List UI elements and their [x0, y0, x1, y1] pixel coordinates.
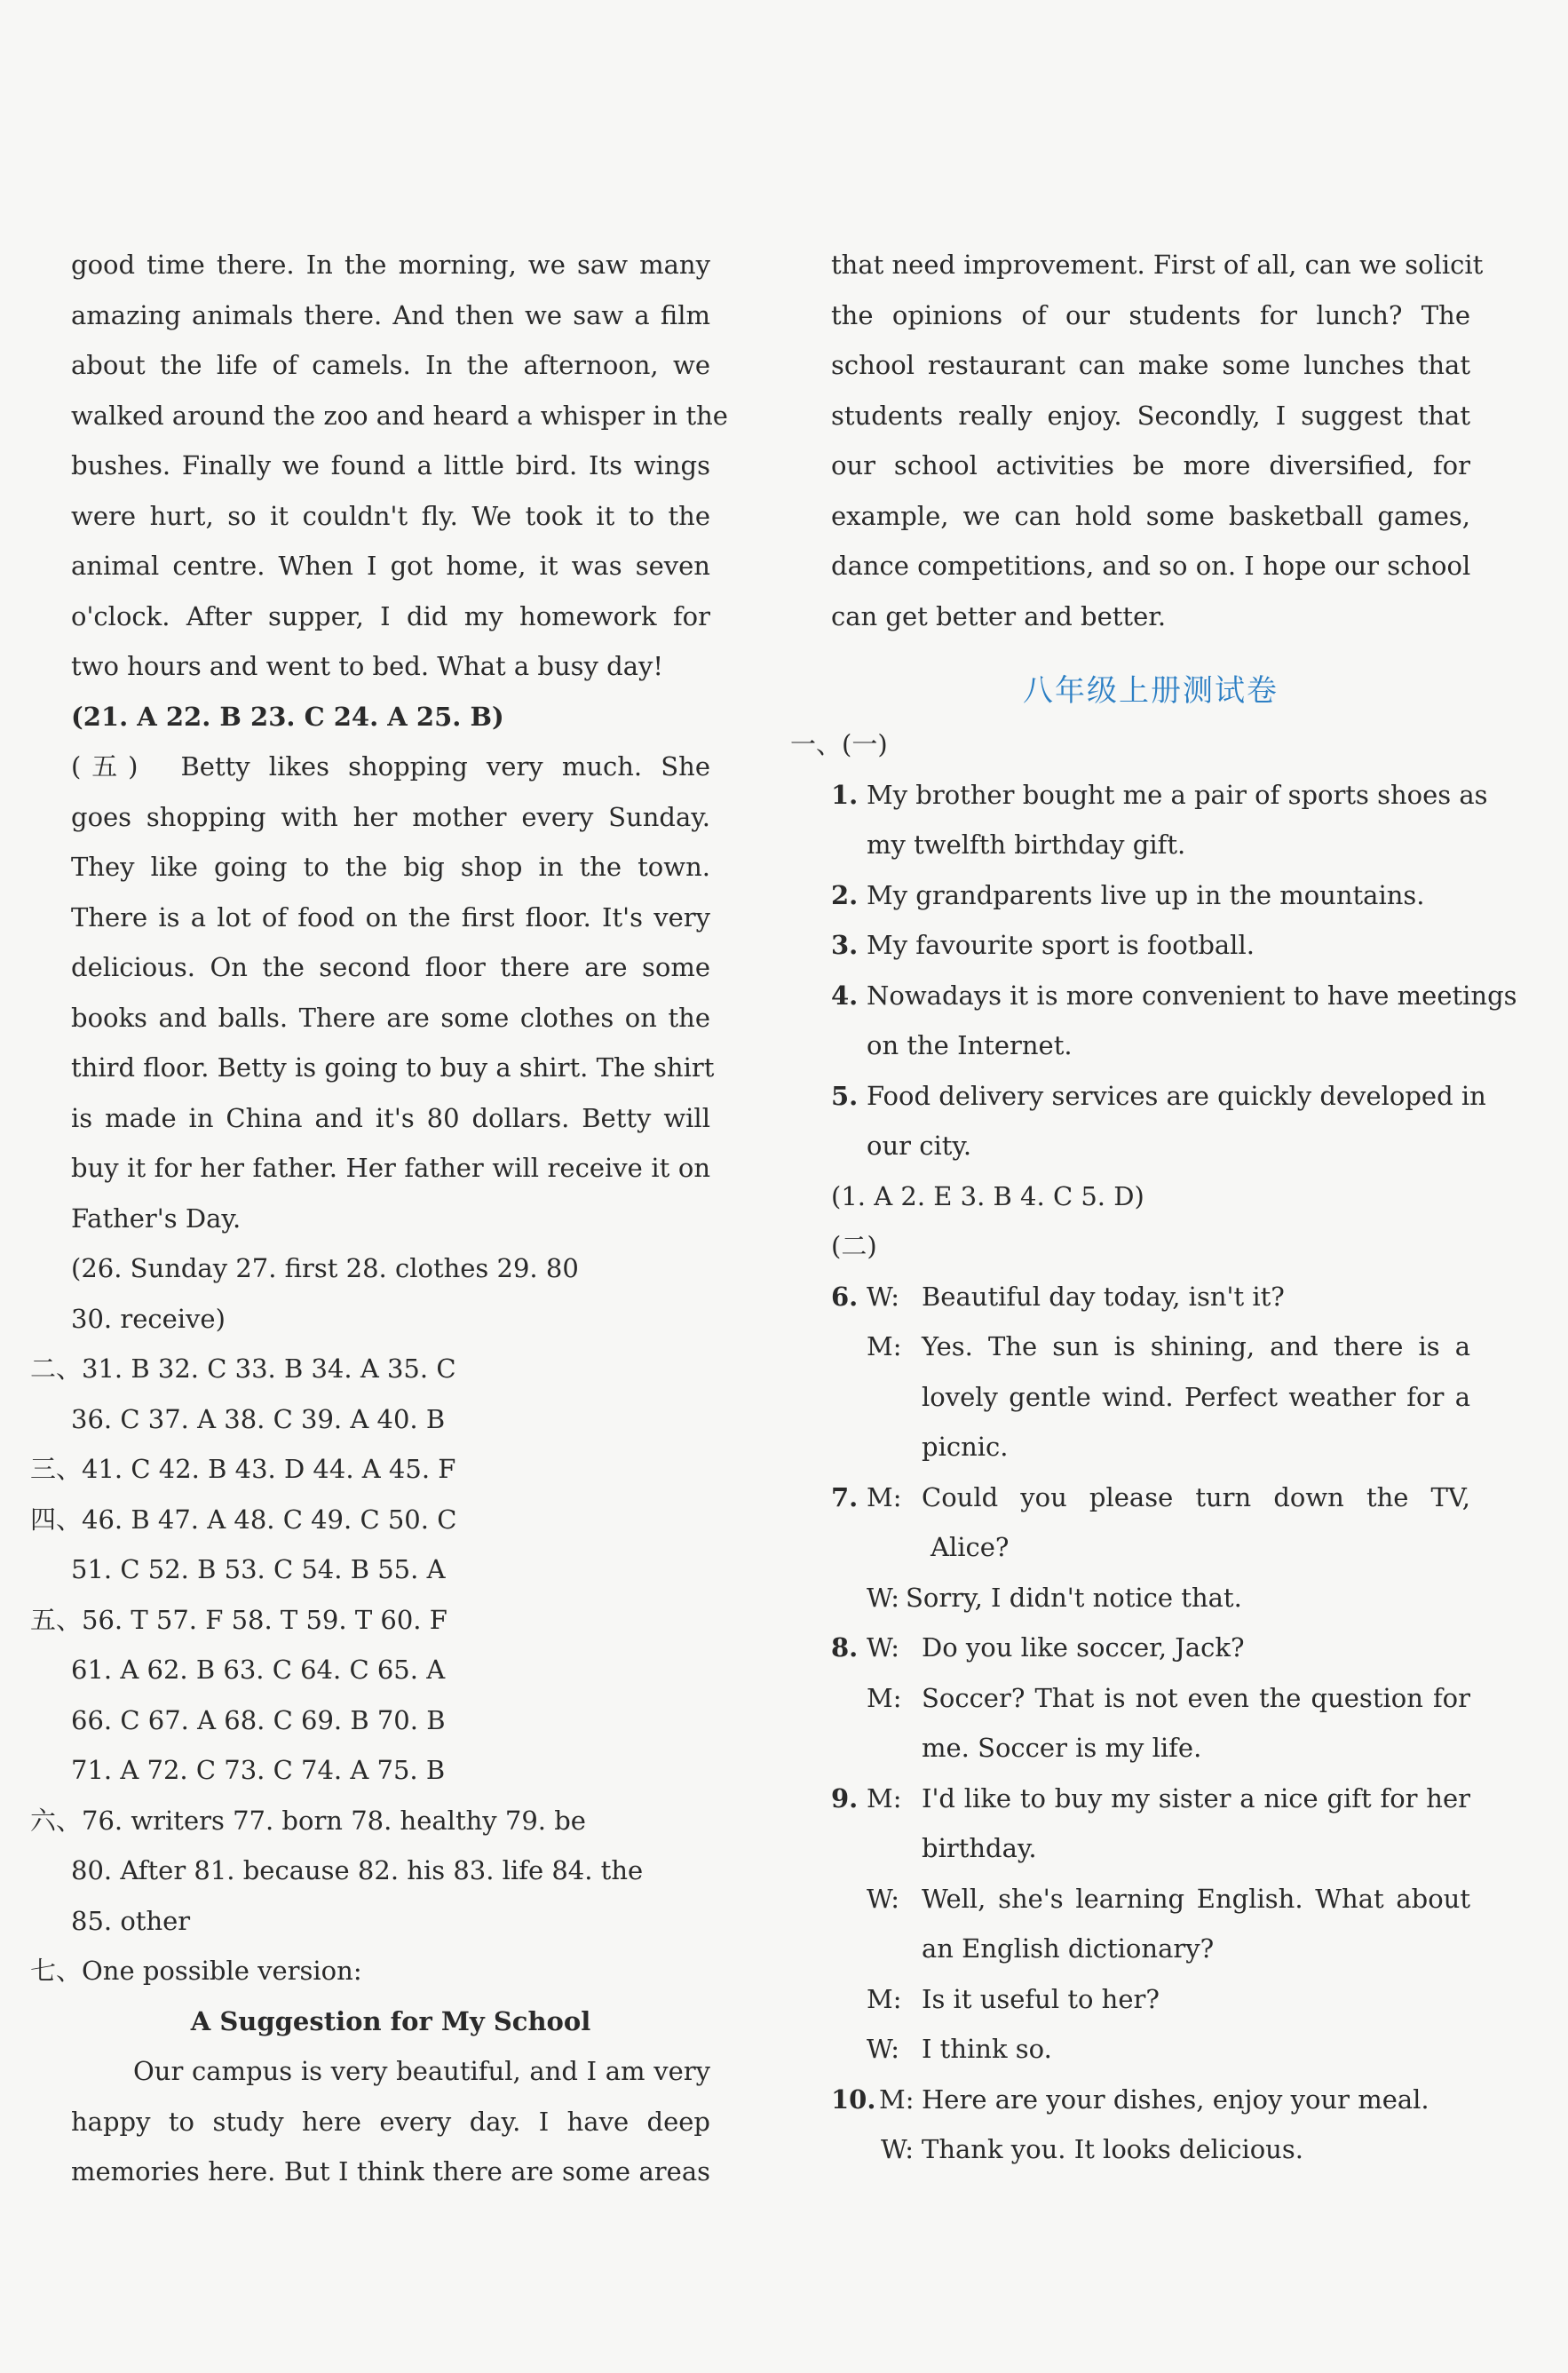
text-line: walked around the zoo and heard a whisper in the: [71, 400, 728, 431]
speaker: W:: [867, 1582, 900, 1613]
item-number: 8.: [831, 1632, 859, 1663]
item-number: 5.: [831, 1080, 859, 1111]
answer-line: 36. C 37. A 38. C 39. A 40. B: [71, 1403, 446, 1434]
answer-line: 61. A 62. B 63. C 64. C 65. A: [71, 1655, 446, 1685]
item-number: 7.: [831, 1481, 859, 1512]
answer-line: 五、56. T 57. F 58. T 59. T 60. F: [30, 1604, 447, 1635]
speaker: W:: [867, 1632, 900, 1663]
answer-line: 85. other: [71, 1905, 191, 1936]
answer-line: 三、41. C 42. B 43. D 44. A 45. F: [30, 1454, 456, 1484]
dialog-text: Do you like soccer, Jack?: [922, 1632, 1245, 1663]
list-item: [831, 770, 1488, 821]
item-text: My favourite sport is football.: [867, 930, 1255, 960]
text-line: goes shopping with her mother every Sunday.: [71, 801, 710, 832]
speaker: W:: [881, 2134, 915, 2164]
speaker: M:: [867, 1782, 902, 1813]
section-label: 一、(一): [790, 729, 888, 759]
section-label: 七、One possible version:: [30, 1956, 362, 1986]
text-line: animal centre. When I got home, it was seven: [71, 551, 710, 581]
left-column: [30, 240, 728, 2197]
dialog-text: I'd like to buy my sister a nice gift for her: [922, 1782, 1470, 1813]
text-line: third floor. Betty is going to buy a shirt. The shirt: [71, 1052, 715, 1083]
speaker: W:: [867, 1883, 900, 1914]
answer-line: 66. C 67. A 68. C 69. B 70. B: [71, 1704, 446, 1735]
item-number: 6.: [831, 1281, 859, 1312]
right-column: [790, 240, 1517, 2175]
speaker: M:: [867, 1682, 902, 1713]
text-line: memories here. But I think there are some areas: [71, 2156, 710, 2186]
list-item: [831, 870, 1470, 921]
dialog-text: Sorry, I didn't notice that.: [906, 1582, 1242, 1613]
text-line: about the life of camels. In the afternoon, we: [71, 350, 710, 380]
answer-line: 六、76. writers 77. born 78. healthy 79. be: [30, 1805, 586, 1836]
dialog-line: [831, 1573, 1470, 1623]
section-label: (五): [71, 751, 139, 782]
dialog-line-cont: birthday.: [922, 1833, 1037, 1863]
dialog-line: [831, 2024, 1470, 2075]
speaker: M:: [867, 1331, 902, 1361]
list-item-cont: on the Internet.: [867, 1030, 1073, 1060]
dialog-line: [831, 1272, 1470, 1322]
speaker: M:: [867, 1983, 902, 2014]
dialog-text: Well, she's learning English. What about: [922, 1883, 1470, 1914]
item-text: Nowadays it is more convenient to have meetings: [867, 980, 1517, 1011]
dialog-text: Beautiful day today, isn't it?: [922, 1281, 1285, 1312]
item-text: My grandparents live up in the mountains.: [867, 879, 1425, 910]
text-line: buy it for her father. Her father will receive it on: [71, 1153, 710, 1183]
text-line: bushes. Finally we found a little bird. Its wings: [71, 450, 710, 480]
answer-line: (21. A 22. B 23. C 24. A 25. B): [71, 701, 504, 732]
item-number: 9.: [831, 1782, 859, 1813]
dialog-text: Thank you. It looks delicious.: [922, 2134, 1303, 2164]
text-line: Father's Day.: [71, 1202, 242, 1234]
text-line: the opinions of our students for lunch? The: [831, 299, 1470, 330]
answer-line: (1. A 2. E 3. B 4. C 5. D): [831, 1180, 1144, 1211]
answer-line: 四、46. B 47. A 48. C 49. C 50. C: [30, 1504, 457, 1535]
text-line: good time there. In the morning, we saw many: [71, 250, 710, 280]
essay-title: A Suggestion for My School: [190, 2005, 591, 2036]
section-title: 八年级上册测试卷: [1023, 673, 1279, 709]
text-line: dance competitions, and so on. I hope our school: [831, 551, 1471, 581]
text-line: our school activities be more diversified, for: [831, 450, 1470, 480]
list-item-cont: our city.: [867, 1131, 972, 1161]
text-line: school restaurant can make some lunches that: [831, 350, 1470, 380]
item-text: Food delivery services are quickly developed in: [867, 1080, 1486, 1111]
dialog-text: Yes. The sun is shining, and there is a: [922, 1331, 1470, 1361]
dialog-line: [831, 2075, 1470, 2125]
dialog-line: [831, 2124, 1470, 2175]
list-item: [831, 920, 1470, 971]
item-number: 3.: [831, 930, 859, 960]
text-line: happy to study here every day. I have deep: [71, 2106, 710, 2137]
text-line: [71, 742, 710, 792]
section-label: (二): [831, 1231, 877, 1261]
item-text: My brother bought me a pair of sports shoes as: [867, 779, 1488, 810]
text-line: books and balls. There are some clothes on the: [71, 1002, 710, 1033]
list-item-cont: my twelfth birthday gift.: [867, 829, 1186, 860]
dialog-text: Here are your dishes, enjoy your meal.: [922, 2083, 1429, 2115]
text-line: two hours and went to bed. What a busy day!: [71, 651, 664, 681]
text-line: Our campus is very beautiful, and I am very: [133, 2056, 710, 2086]
text-line: delicious. On the second floor there are some: [71, 952, 710, 982]
dialog-text: Could you please turn down the TV,: [922, 1481, 1470, 1512]
speaker: W:: [867, 1281, 900, 1312]
speaker: W:: [867, 2034, 900, 2064]
text-span: Betty likes shopping very much. She: [180, 751, 710, 782]
item-number: 1.: [831, 779, 859, 810]
dialog-text: Is it useful to her?: [922, 1983, 1160, 2014]
dialog-text: Soccer? That is not even the question for: [922, 1682, 1470, 1713]
text-line: students really enjoy. Secondly, I suggest that: [831, 400, 1470, 431]
dialog-line: [831, 1623, 1470, 1673]
text-line: that need improvement. First of all, can we solicit: [831, 250, 1484, 280]
dialog-line: [831, 1874, 1470, 1925]
text-line: example, we can hold some basketball games,: [831, 500, 1470, 531]
answer-line: (26. Sunday 27. first 28. clothes 29. 80: [71, 1253, 579, 1283]
dialog-line-cont: an English dictionary?: [922, 1933, 1215, 1964]
dialog-line-cont: Alice?: [931, 1532, 1010, 1562]
dialog-line: [831, 1321, 1470, 1372]
text-line: amazing animals there. And then we saw a film: [71, 299, 710, 330]
item-number: 4.: [831, 980, 859, 1011]
dialog-text: I think so.: [922, 2034, 1052, 2064]
text-line: There is a lot of food on the first floor. It's very: [71, 901, 710, 933]
dialog-line: [831, 1774, 1470, 1824]
text-line: were hurt, so it couldn't fly. We took it to the: [71, 500, 710, 531]
dialog-line: [831, 1673, 1470, 1724]
dialog-line-cont: lovely gentle wind. Perfect weather for a: [922, 1381, 1470, 1412]
list-item: [831, 971, 1517, 1021]
answer-line: 二、31. B 32. C 33. B 34. A 35. C: [30, 1353, 456, 1384]
text-line: can get better and better.: [831, 600, 1167, 631]
dialog-line: [831, 1472, 1470, 1523]
dialog-line-cont: picnic.: [922, 1432, 1009, 1462]
speaker: M:: [867, 1481, 902, 1512]
list-item: [831, 1071, 1486, 1122]
answer-line: 51. C 52. B 53. C 54. B 55. A: [71, 1554, 446, 1584]
item-number: 2.: [831, 879, 859, 910]
answer-line: 30. receive): [71, 1303, 226, 1334]
answer-line: 80. After 81. because 82. his 83. life 84. the: [71, 1855, 644, 1885]
text-line: They like going to the big shop in the town.: [71, 852, 710, 882]
text-line: o'clock. After supper, I did my homework for: [71, 600, 710, 631]
dialog-line: [831, 1974, 1470, 2025]
dialog-line-cont: me. Soccer is my life.: [922, 1733, 1202, 1763]
answer-line: 71. A 72. C 73. C 74. A 75. B: [71, 1755, 446, 1785]
item-number: 10.: [831, 2083, 876, 2115]
text-line: is made in China and it's 80 dollars. Betty will: [71, 1102, 710, 1133]
speaker: M:: [879, 2083, 915, 2115]
